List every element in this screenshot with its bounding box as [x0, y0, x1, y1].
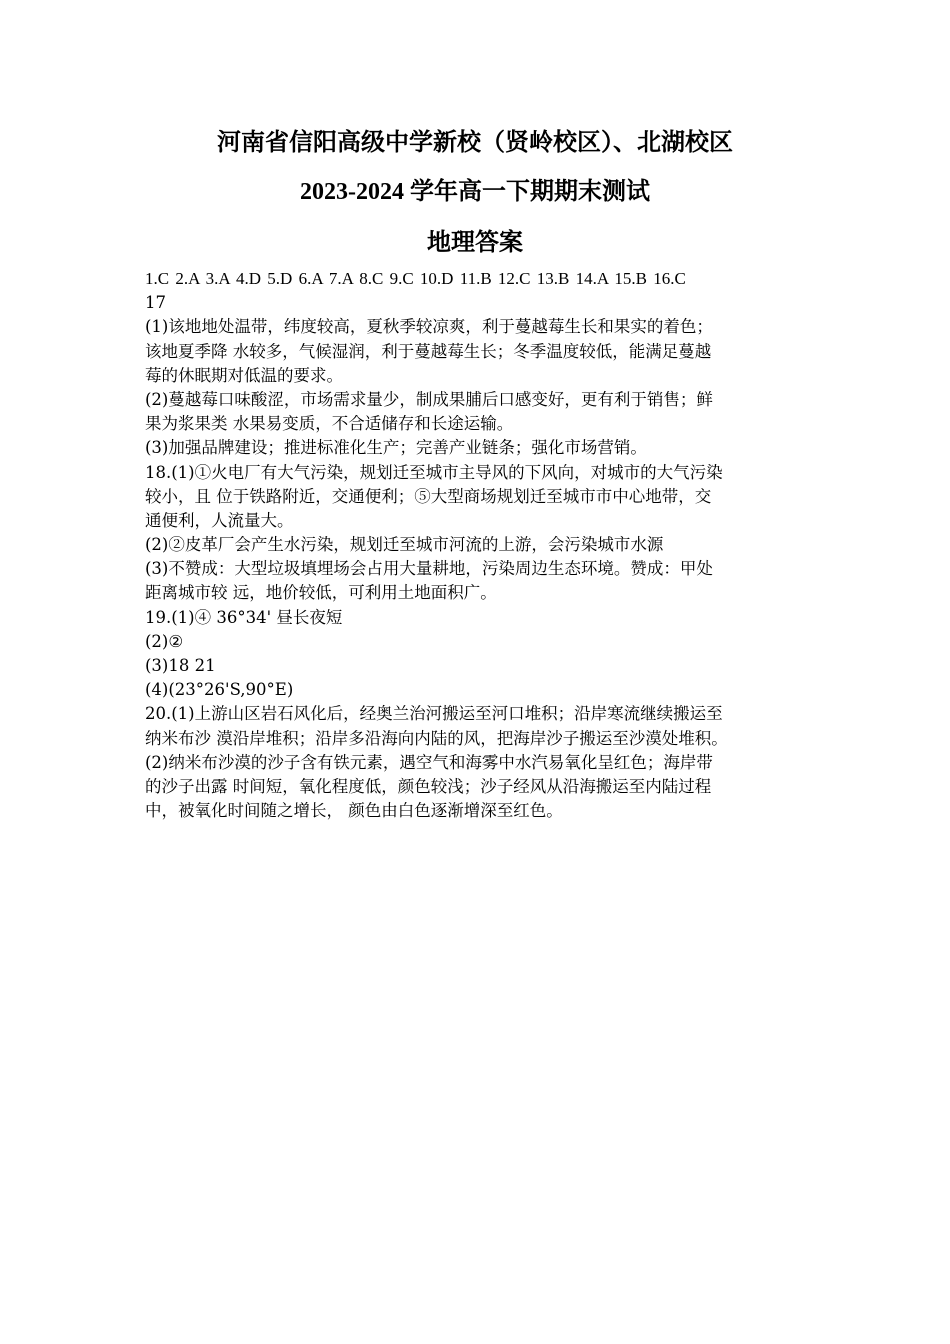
multiple-choice-answers: 1.C 2.A 3.A 4.D 5.D 6.A 7.A 8.C 9.C 10.D 11.B 12.C 13.B 14.A 15.B 16.C	[145, 269, 686, 288]
q18-part1-line3: 通便利，人流量大。	[145, 510, 294, 530]
q17-part3-line1: (3)加强品牌建设；推进标准化生产；完善产业链条；强化市场营销。	[145, 438, 647, 458]
q19-part4: (4)(23°26'S,90°E)	[145, 680, 294, 700]
q17-part1-line2: 该地夏季降 水较多，气候湿润，利于蔓越莓生长；冬季温度较低，能满足蔓越	[145, 341, 712, 361]
q20-part2-line2: 的沙子出露 时间短，氧化程度低，颜色较浅；沙子经风从沿海搬运至内陆过程	[145, 776, 712, 796]
q17-part2-line1: (2)蔓越莓口味酸涩，市场需求量少，制成果脯后口感变好，更有利于销售；鲜	[145, 389, 713, 409]
q17-part2-line2: 果为浆果类 水果易变质，不合适储存和长途运输。	[145, 414, 514, 434]
school-title: 河南省信阳高级中学新校（贤岭校区）、北湖校区	[217, 127, 733, 156]
subject-title: 地理答案	[427, 227, 523, 256]
answer-body	[145, 267, 815, 823]
q18-part1-line2: 较小，且 位于铁路附近，交通便利；⑤大型商场规划迁至城市市中心地带，交	[145, 486, 712, 506]
q19-part1: 19.(1)④ 36°34' 昼长夜短	[145, 607, 343, 627]
q20-part2-line1: (2)纳米布沙漠的沙子含有铁元素，遇空气和海雾中水汽易氧化呈红色；海岸带	[145, 752, 713, 772]
q19-part3: (3)18 21	[145, 656, 216, 675]
q20-part1-line2: 纳米布沙 漠沿岸堆积；沿岸多沿海向内陆的风，把海岸沙子搬运至沙漠处堆积。	[145, 728, 728, 748]
q18-part3-line1: (3)不赞成：大型垃圾填埋场会占用大量耕地，污染周边生态环境。赞成：甲处	[145, 559, 713, 579]
q18-part1-line1: 18.(1)①火电厂有大气污染，规划迁至城市主导风的下风向，对城市的大气污染	[145, 462, 723, 482]
exam-title: 2023-2024 学年高一下期期末测试	[300, 179, 650, 205]
q20-part1-line1: 20.(1)上游山区岩石风化后，经奥兰治河搬运至河口堆积；沿岸寒流继续搬运至	[145, 704, 723, 724]
q17-part1-line1: (1)该地地处温带，纬度较高，夏秋季较凉爽，利于蔓越莓生长和果实的着色；	[145, 317, 713, 337]
question-17-heading: 17	[145, 293, 166, 313]
q20-part2-line3: 中，被氧化时间随之增长， 颜色由白色逐渐增深至红色。	[145, 801, 563, 821]
q18-part3-line2: 距离城市较 远，地价较低，可利用土地面积广。	[145, 583, 497, 603]
q18-part2-line1: (2)②皮革厂会产生水污染，规划迁至城市河流的上游，会污染城市水源	[145, 535, 664, 555]
q17-part1-line3: 莓的休眠期对低温的要求。	[145, 365, 343, 385]
q19-part2: (2)②	[145, 631, 184, 651]
